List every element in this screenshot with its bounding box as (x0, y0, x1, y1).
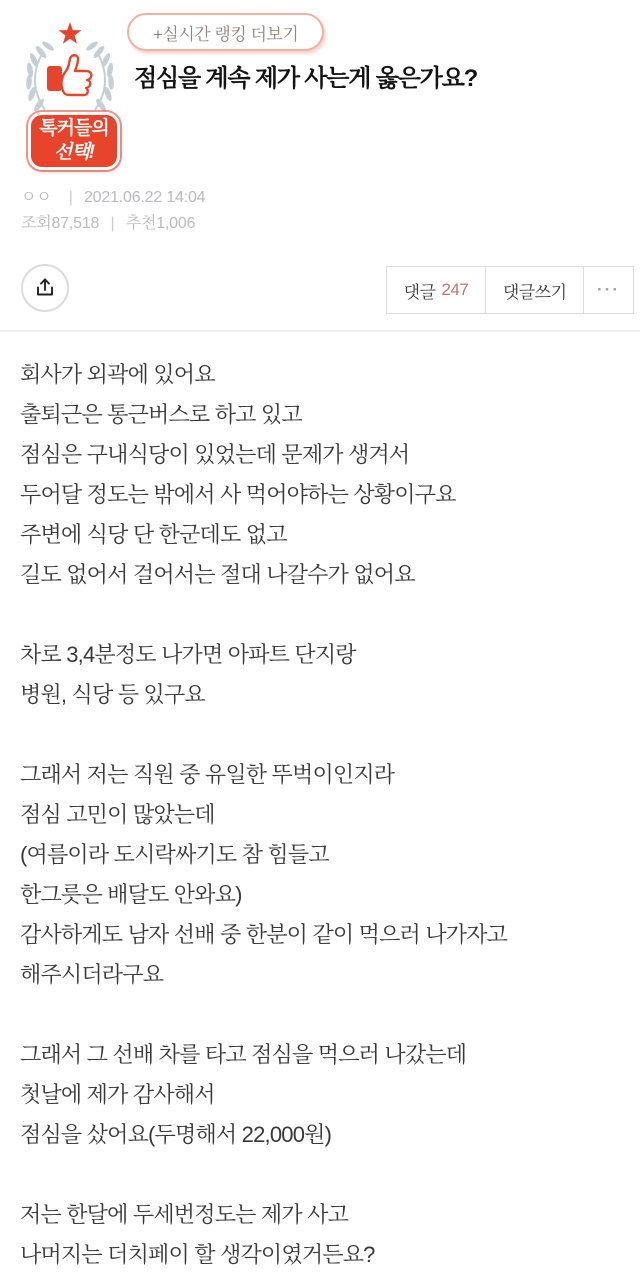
comment-toolbar (387, 266, 634, 314)
talkers-choice-badge (14, 20, 126, 176)
badge-label-line1: 톡커들의 (39, 118, 109, 139)
body-line: 감사하게도 남자 선배 중 한분이 같이 먹으러 나가자고 (20, 922, 508, 947)
body-line: 한그릇은 배달도 안와요) (20, 882, 242, 907)
meta-separator: | (110, 215, 115, 232)
badge-label (28, 112, 120, 170)
meta-separator: | (68, 189, 73, 206)
post-body (20, 355, 620, 1280)
body-line: 회사가 외곽에 있어요 (20, 362, 215, 387)
more-button[interactable] (583, 266, 634, 314)
comments-count: 247 (441, 280, 469, 299)
body-line: 출퇴근은 통근버스로 하고 있고 (20, 402, 302, 427)
share-button[interactable] (21, 264, 69, 312)
body-line: 병원, 식당 등 있구요 (20, 682, 205, 707)
body-line: (여름이라 도시락싸기도 참 힘들고 (20, 842, 329, 867)
body-line: 그래서 저는 직원 중 유일한 뚜벅이인지라 (20, 762, 395, 787)
post-title: 점심을 계속 제가 사는게 옳은가요? (134, 65, 478, 92)
body-line: 나머지는 더치페이 할 생각이였거든요? (20, 1242, 375, 1267)
body-line: 점심은 구내식당이 있었는데 문제가 생겨서 (20, 442, 410, 467)
comments-button[interactable] (386, 266, 487, 314)
star-icon (59, 22, 82, 44)
body-paragraph (20, 1195, 620, 1275)
post-author: ㅇㅇ (21, 189, 52, 206)
section-divider (0, 330, 640, 332)
post-meta-row (21, 184, 205, 207)
body-line: 차로 3,4분정도 나가면 아파트 단지랑 (20, 642, 356, 667)
share-upload-icon (33, 276, 57, 300)
body-line: 주변에 식당 단 한군데도 없고 (20, 522, 287, 547)
thumbs-up-icon (47, 55, 91, 95)
body-line: 점심을 샀어요(두명해서 22,000원) (20, 1122, 332, 1147)
body-line: 저는 한달에 두세번정도는 제가 사고 (20, 1202, 349, 1227)
body-line: 길도 없어서 걸어서는 절대 나갈수가 없어요 (20, 562, 415, 587)
body-line: 해주시더라구요 (20, 962, 164, 987)
realtime-ranking-more-button[interactable]: +실시간 랭킹 더보기 (127, 13, 324, 51)
write-comment-button[interactable]: 댓글쓰기 (485, 266, 585, 314)
body-line: 첫날에 제가 감사해서 (20, 1082, 215, 1107)
body-paragraph (20, 635, 620, 715)
like-count: 추천1,006 (125, 215, 196, 232)
comments-label: 댓글 (403, 282, 436, 302)
body-paragraph (20, 355, 620, 595)
view-count: 조회87,518 (21, 215, 100, 232)
badge-art (14, 20, 126, 114)
body-paragraph (20, 755, 620, 995)
body-line: 두어달 정도는 밖에서 사 먹어야하는 상황이구요 (20, 482, 456, 507)
body-line: 그래서 그 선배 차를 타고 점심을 먹으러 나갔는데 (20, 1042, 467, 1067)
badge-label-line2: 선택! (53, 142, 95, 163)
body-line: 점심 고민이 많았는데 (20, 802, 215, 827)
more-dots-icon: ··· (597, 280, 620, 299)
post-stats-row (21, 210, 195, 233)
body-paragraph (20, 1035, 620, 1155)
post-date: 2021.06.22 14:04 (83, 189, 206, 206)
